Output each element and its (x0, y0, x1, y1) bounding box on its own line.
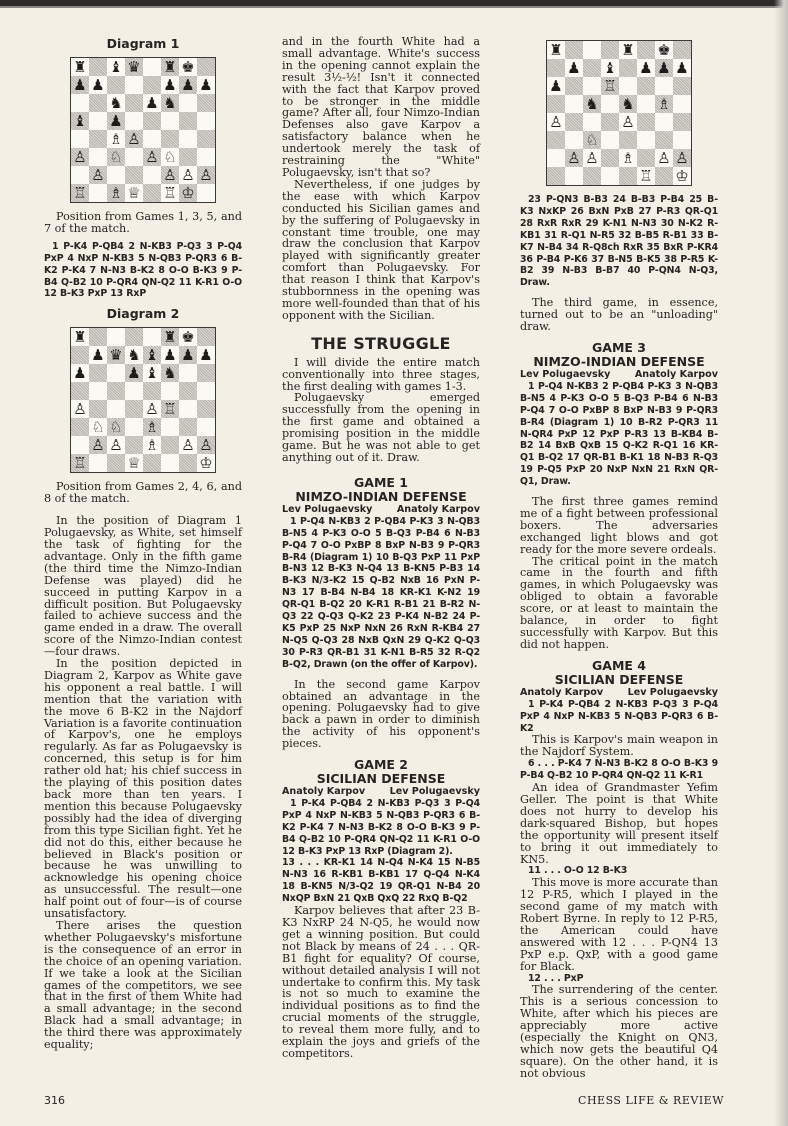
black-rook-icon: ♜ (73, 328, 87, 347)
light-square (197, 418, 215, 436)
black-pawn-icon: ♟ (179, 346, 197, 364)
black-bishop-icon: ♝ (71, 112, 89, 130)
light-square (547, 149, 565, 167)
black-rook-icon: ♜ (621, 41, 635, 59)
black-pawn-icon: ♟ (145, 94, 159, 112)
white-rook-icon: ♖ (601, 77, 619, 95)
light-square (125, 76, 143, 94)
dark-square (161, 130, 179, 148)
diagram-1-caption: Position from Games 1, 3, 5, and 7 of the match. (44, 210, 242, 235)
white-knight-icon: ♘ (91, 418, 105, 437)
black-player: Anatoly Karpov (396, 503, 480, 515)
light-square (619, 77, 637, 95)
white-pawn-icon: ♙ (161, 166, 179, 184)
white-knight-icon: ♘ (107, 148, 125, 166)
chess-diagram-2 (70, 327, 216, 473)
body-paragraph: Karpov believes that after 23 B-K3 NxRP 24 N-Q5, he would now get a winning position. But could not Black by means of 24 . . . QR-B1 fight for equality? Of course, without detailed analysis I will not undertake to confirm this. My task is not so much to examine the individual positions as to find the crucial moments of the struggle, to reveal them more fully, and to explain the joys and griefs of the competitors. (282, 904, 480, 1060)
white-knight-icon: ♘ (107, 418, 125, 436)
light-square (565, 131, 583, 149)
dark-square (619, 59, 637, 77)
diagram-2-title: Diagram 2 (106, 306, 180, 322)
body-paragraph: The critical point in the match came in the fourth and fifth games, in which Polugaevsky was obliged to obtain a favorable score, or at least to maintain the balance, in order to fight successfully with Karpov. But this did not happen. (520, 554, 718, 651)
diagram-1-moves: 1 P-K4 P-QB4 2 N-KB3 P-Q3 3 P-Q4 PxP 4 NxP N-KB3 5 N-QB3 P-QR3 6 B-K2 P-K4 7 N-N3 B-K2 8 O-O B-K3 9 P-B4 Q-B2 10 P-QR4 QN-Q2 11 K-R1 O-O 12 B-K3 PxP 13 RxP (44, 240, 242, 300)
black-king-icon: ♚ (181, 58, 195, 76)
black-pawn-icon: ♟ (125, 364, 143, 382)
white-player: Anatoly Karpov (520, 686, 604, 698)
page-top-edge-shadow (0, 6, 788, 8)
light-square (179, 130, 197, 148)
light-square (107, 328, 125, 346)
game-2-moves: 1 P-K4 P-QB4 2 N-KB3 P-Q3 3 P-Q4 PxP 4 NxP N-KB3 5 N-QB3 P-QR3 6 B-K2 P-K4 7 N-N3 B-K2 8 O-O B-K3 9 P-B4 Q-B2 10 P-QR4 QN-Q2 11 K-R1 O-O 12 B-K3 PxP 13 RxP (Diagram 2). (282, 797, 480, 857)
white-pawn-icon: ♙ (585, 149, 599, 167)
black-queen-icon: ♛ (107, 346, 125, 364)
black-player: Lev Polugaevsky (389, 786, 480, 798)
black-rook-icon: ♜ (161, 328, 179, 346)
dark-square (71, 382, 89, 400)
light-square (71, 130, 89, 148)
dark-square (89, 364, 107, 382)
white-bishop-icon: ♗ (145, 436, 159, 455)
game-2-players (282, 786, 480, 798)
black-knight-icon: ♞ (161, 94, 179, 112)
white-pawn-icon: ♙ (621, 113, 635, 131)
body-paragraph: In the position depicted in Diagram 2, Karpov as White gave his opponent a real battle. I will mention that the variation with the move 6 B-K2 in the Najdorf Variation is a favorite continuation of Karpov's, one he employs regularly. As far as Polugaevsky is concerned, this setup is for him rather old hat; his chief success in the playing of this position dates back more than ten years. I mention this because Polugaevsky possibly had the idea of diverging from this type Sicilian fight. Yet he did not do this, either because he believed in Black's position or because he was unwilling to acknowledge his opening choice as unsuccessful. The result—one half point out of four—is of course unsatisfactory. (44, 657, 242, 921)
white-pawn-icon: ♙ (181, 436, 195, 455)
dark-square (637, 41, 655, 59)
white-pawn-icon: ♙ (145, 400, 159, 419)
black-bishop-icon: ♝ (145, 364, 159, 383)
body-paragraph: The first three games remind me of a fight between professional boxers. The adversaries exchanged light blows and got ready for the more severe ordeals. (520, 495, 718, 556)
dark-square (547, 167, 565, 185)
diagram-3-moves: 23 P-QN3 B-B3 24 B-B3 P-B4 25 B-K3 NxKP 26 BxN PxB 27 P-R3 QR-Q1 28 RxR RxR 29 K-N1 N-N3 30 N-K2 R-KB1 31 R-Q1 N-R5 32 B-B5 R-B1 33 B-K7 N-B4 34 R-Q8ch RxR 35 BxR P-KR4 36 P-B4 P-K6 37 B-N5 B-K5 38 P-R5 K-B2 39 N-B3 B-B7 40 P-QN4 N-Q3, Draw. (520, 194, 718, 289)
dark-square (107, 76, 125, 94)
dark-square (673, 41, 691, 59)
light-square (125, 382, 143, 400)
light-square (107, 400, 125, 418)
light-square (637, 95, 655, 113)
light-square (565, 95, 583, 113)
game-1-opening: NIMZO-INDIAN DEFENSE (295, 488, 467, 504)
white-pawn-icon: ♙ (197, 166, 215, 184)
light-square (197, 148, 215, 166)
black-pawn-icon: ♟ (639, 59, 653, 77)
dark-square (197, 58, 215, 76)
light-square (143, 328, 161, 346)
dark-square (71, 346, 89, 364)
game-4-moves-continued: 12 . . . PxP (528, 972, 584, 984)
chess-diagram-1 (70, 57, 216, 203)
dark-square (143, 454, 161, 472)
body-paragraph: In the position of Diagram 1 Polugaevsky, as White, set himself the task of fighting for the advantage. Only in the fifth game (the third time the Nimzo-Indian Defense was played) did he succeed in putting Karpov in a difficult position. But Polugaevsky failed to achieve success and the game ended in a draw. The overall score of the Nimzo-Indian contest—four draws. (44, 514, 242, 659)
black-pawn-icon: ♟ (567, 59, 581, 77)
dark-square (547, 59, 565, 77)
white-pawn-icon: ♙ (549, 113, 563, 131)
white-bishop-icon: ♗ (107, 184, 125, 202)
white-player: Lev Polugaevsky (520, 368, 611, 380)
column-2 (282, 36, 480, 1060)
dark-square (143, 76, 161, 94)
game-2-moves-continued: 13 . . . KR-K1 14 N-Q4 N-K4 15 N-B5 N-N3 16 R-KB1 B-KB1 17 Q-Q4 N-K4 18 B-KN5 N/3-Q2 19 QR-Q1 N-B4 20 NxQP BxN 21 QxB QxQ 22 RxQ B-Q2 (282, 857, 480, 905)
light-square (161, 112, 179, 130)
light-square (565, 167, 583, 185)
game-2-opening: SICILIAN DEFENSE (316, 771, 446, 787)
black-pawn-icon: ♟ (71, 76, 89, 94)
dark-square (197, 364, 215, 382)
light-square (89, 454, 107, 472)
light-square (125, 418, 143, 436)
light-square (89, 184, 107, 202)
black-pawn-icon: ♟ (91, 76, 105, 94)
dark-square (107, 454, 125, 472)
dark-square (125, 436, 143, 454)
dark-square (601, 149, 619, 167)
light-square (637, 131, 655, 149)
light-square (601, 131, 619, 149)
light-square (179, 94, 197, 112)
white-knight-icon: ♘ (583, 131, 601, 149)
game-4-moves-continued: 6 . . . P-K4 7 N-N3 B-K2 8 O-O B-K3 9 P-B4 Q-B2 10 P-QR4 QN-Q2 11 K-R1 (520, 758, 718, 782)
body-paragraph: I will divide the entire match conventionally into three stages, the first dealing with games 1-3. (282, 355, 480, 393)
dark-square (583, 59, 601, 77)
light-square (601, 167, 619, 185)
dark-square (125, 94, 143, 112)
black-king-icon: ♚ (657, 41, 671, 59)
dark-square (89, 58, 107, 76)
light-square (71, 436, 89, 454)
black-pawn-icon: ♟ (675, 59, 689, 77)
dark-square (107, 382, 125, 400)
light-square (143, 130, 161, 148)
light-square (583, 77, 601, 95)
black-pawn-icon: ♟ (91, 346, 105, 365)
annotation: This move is more accurate than 12 P-R5, which I played in the second game of my match with Robert Byrne. In reply to 12 P-R5, the American could have answered with 12 . . . P-QN4 13 PxP e.p. QxP, with a good game for Black. (520, 876, 718, 973)
column-1 (44, 36, 242, 1051)
light-square (673, 95, 691, 113)
light-square (197, 184, 215, 202)
black-pawn-icon: ♟ (199, 76, 213, 94)
white-queen-icon: ♕ (127, 454, 141, 473)
dark-square (673, 113, 691, 131)
annotation: This is Karpov's main weapon in the Najdorf System. (520, 733, 718, 759)
black-rook-icon: ♜ (161, 58, 179, 76)
game-4-moves-continued: 11 . . . O-O 12 B-K3 (528, 865, 628, 877)
light-square (179, 400, 197, 418)
dark-square (197, 130, 215, 148)
dark-square (655, 131, 673, 149)
light-square (107, 166, 125, 184)
dark-square (179, 148, 197, 166)
publication-footer: CHESS LIFE & REVIEW (578, 1093, 724, 1107)
white-pawn-icon: ♙ (181, 166, 195, 184)
dark-square (565, 113, 583, 131)
dark-square (179, 112, 197, 130)
dark-square (655, 167, 673, 185)
white-pawn-icon: ♙ (71, 148, 89, 166)
light-square (107, 364, 125, 382)
dark-square (673, 77, 691, 95)
light-square (583, 41, 601, 59)
page-number: 316 (44, 1093, 65, 1107)
black-rook-icon: ♜ (549, 41, 563, 59)
white-pawn-icon: ♙ (73, 400, 87, 419)
annotation: The surrendering of the center. This is a serious concession to White, after which his pieces are appreciably more active (especially the Knight on QN3, which now gets the beautiful Q4 square). On the other hand, it is not obvious (520, 983, 718, 1080)
body-paragraph: There arises the question whether Polugaevsky's misfortune is the consequence of an error in the choice of an opening variation. If we take a look at the Sicilian games of the competitors, we see that in the first of them White had a small advantage; in the second Black had a small advantage; in the third there was approximately equality; (44, 918, 242, 1052)
black-player: Lev Polugaevsky (627, 686, 718, 698)
dark-square (601, 41, 619, 59)
white-bishop-icon: ♗ (143, 418, 161, 436)
white-player: Anatoly Karpov (282, 786, 366, 798)
game-1-players (282, 504, 480, 516)
light-square (89, 382, 107, 400)
body-paragraph: In the second game Karpov obtained an advantage in the opening. Polugaevsky had to give back a pawn in order to diminish the activity of his opponent's pieces. (282, 677, 480, 751)
page-footer-row (0, 1080, 788, 1126)
white-rook-icon: ♖ (71, 454, 89, 472)
light-square (601, 95, 619, 113)
black-king-icon: ♚ (181, 328, 195, 347)
black-pawn-icon: ♟ (199, 346, 213, 365)
white-pawn-icon: ♙ (197, 436, 215, 454)
dark-square (143, 184, 161, 202)
game-3-number: GAME 3 (592, 339, 646, 355)
light-square (673, 131, 691, 149)
white-rook-icon: ♖ (163, 184, 177, 202)
white-pawn-icon: ♙ (657, 149, 671, 167)
dark-square (637, 149, 655, 167)
game-3-moves: 1 P-Q4 N-KB3 2 P-QB4 P-K3 3 N-QB3 B-N5 4 P-K3 O-O 5 B-Q3 P-B4 6 N-B3 P-Q4 7 O-O PxBP 8 BxP N-B3 9 P-QR3 B-R4 (Diagram 1) 10 B-R2 P-QR3 11 N-QR4 PxP 12 PxP P-R3 13 B-KB4 B-B2 14 BxB QxB 15 Q-K2 R-Q1 16 KR-Q1 B-Q2 17 QR-B1 B-K1 18 N-B3 R-Q3 19 P-Q5 PxP 20 NxP NxN 21 RxN QR-Q1, Draw. (520, 380, 718, 488)
black-bishop-icon: ♝ (603, 59, 617, 77)
light-square (71, 166, 89, 184)
white-player: Lev Polugaevsky (282, 503, 373, 515)
black-player: Anatoly Karpov (634, 368, 718, 380)
game-3-players (520, 369, 718, 381)
black-rook-icon: ♜ (73, 58, 87, 76)
light-square (125, 112, 143, 130)
white-bishop-icon: ♗ (621, 149, 635, 167)
light-square (583, 113, 601, 131)
dark-square (71, 418, 89, 436)
black-queen-icon: ♛ (125, 58, 143, 76)
game-4-number: GAME 4 (592, 657, 646, 673)
dark-square (619, 131, 637, 149)
black-knight-icon: ♞ (619, 95, 637, 113)
dark-square (89, 328, 107, 346)
diagram-2-caption: Position from Games 2, 4, 6, and 8 of the match. (44, 480, 242, 506)
white-bishop-icon: ♗ (109, 130, 123, 148)
black-pawn-icon: ♟ (107, 112, 125, 130)
light-square (179, 364, 197, 382)
body-paragraph: Nevertheless, if one judges by the ease with which Karpov conducted his Sicilian games and by the suffering of Polugaevsky in constant time trouble, one may draw the conclusion that Karpov played with significantly greater comfort than Polugaevsky. For that reason I think that Karpov's stubbornness in the opening was more well-founded than that of his opponent with the Sicilian. (282, 177, 480, 322)
dark-square (125, 166, 143, 184)
diagram-1-title: Diagram 1 (106, 36, 180, 51)
white-knight-icon: ♘ (163, 148, 177, 166)
light-square (655, 113, 673, 131)
dark-square (565, 41, 583, 59)
black-knight-icon: ♞ (161, 364, 179, 382)
chess-diagram-3 (546, 40, 692, 186)
white-bishop-icon: ♗ (655, 95, 673, 113)
white-king-icon: ♔ (675, 167, 689, 185)
black-pawn-icon: ♟ (163, 346, 177, 365)
light-square (89, 148, 107, 166)
annotation: An idea of Grandmaster Yefim Geller. The point is that White does not hurry to develop his dark-squared Bishop, but hopes the opportunity will present itself to bring it out immediately to KN5. (520, 781, 718, 866)
white-king-icon: ♔ (199, 454, 213, 473)
light-square (161, 454, 179, 472)
white-king-icon: ♔ (179, 184, 197, 202)
white-pawn-icon: ♙ (89, 166, 107, 184)
black-pawn-icon: ♟ (73, 364, 87, 383)
black-knight-icon: ♞ (583, 95, 601, 113)
white-rook-icon: ♖ (161, 400, 179, 418)
game-1-moves: 1 P-Q4 N-KB3 2 P-QB4 P-K3 3 N-QB3 B-N5 4 P-K3 O-O 5 B-Q3 P-B4 6 N-B3 P-Q4 7 O-O PxBP 8 BxP N-B3 9 P-QR3 B-R4 (Diagram 1) 10 B-Q3 PxP 11 PxP B-N3 12 B-K3 N-Q4 13 B-KN5 P-B3 14 B-K3 N/3-K2 15 Q-B2 NxB 16 PxN P-N3 17 B-B4 N-B4 18 KR-K1 K-N2 19 QR-Q1 B-Q2 20 K-R1 R-B1 21 B-R2 N-Q3 22 Q-Q3 Q-K2 23 P-K4 N-B2 24 P-K5 PxP 25 NxP NxN 26 RxN R-KB4 27 N-Q5 Q-Q3 28 NxB QxN 29 Q-K2 Q-Q3 30 P-R3 QR-B1 31 K-N1 B-R5 32 R-Q2 B-Q2, Drawn (on the offer of Karpov). (282, 515, 480, 670)
light-square (197, 112, 215, 130)
game-4-opening: SICILIAN DEFENSE (554, 671, 684, 687)
light-square (161, 382, 179, 400)
game-4-moves: 1 P-K4 P-QB4 2 N-KB3 P-Q3 3 P-Q4 PxP 4 NxP N-KB3 5 N-QB3 P-QR3 6 B-K2 (520, 698, 718, 734)
column-3 (520, 36, 718, 1080)
white-rook-icon: ♖ (639, 167, 653, 185)
dark-square (637, 113, 655, 131)
dark-square (161, 436, 179, 454)
white-queen-icon: ♕ (127, 184, 141, 202)
body-paragraph: The third game, in essence, turned out to be an "unloading" draw. (520, 296, 718, 334)
light-square (655, 77, 673, 95)
dark-square (179, 418, 197, 436)
white-pawn-icon: ♙ (673, 149, 691, 167)
black-bishop-icon: ♝ (109, 58, 123, 76)
game-1-number: GAME 1 (354, 474, 408, 490)
light-square (143, 166, 161, 184)
dark-square (179, 454, 197, 472)
dark-square (197, 400, 215, 418)
light-square (197, 382, 215, 400)
black-pawn-icon: ♟ (179, 76, 197, 94)
light-square (71, 94, 89, 112)
dark-square (197, 328, 215, 346)
white-rook-icon: ♖ (71, 184, 89, 202)
dark-square (89, 94, 107, 112)
dark-square (637, 77, 655, 95)
light-square (161, 418, 179, 436)
black-pawn-icon: ♟ (163, 76, 177, 94)
dark-square (619, 167, 637, 185)
white-pawn-icon: ♙ (143, 148, 161, 166)
black-pawn-icon: ♟ (549, 77, 563, 95)
game-3-opening: NIMZO-INDIAN DEFENSE (533, 353, 705, 369)
dark-square (125, 400, 143, 418)
black-knight-icon: ♞ (127, 346, 141, 365)
dark-square (143, 112, 161, 130)
white-pawn-icon: ♙ (109, 436, 123, 455)
dark-square (143, 382, 161, 400)
section-heading: THE STRUGGLE (311, 333, 451, 353)
body-paragraph: Polugaevsky emerged successfully from the opening in the first game and obtained a promising position in the middle game. But he was not able to get anything out of it. Draw. (282, 391, 480, 464)
white-pawn-icon: ♙ (125, 130, 143, 148)
dark-square (547, 95, 565, 113)
light-square (143, 58, 161, 76)
game-4-players (520, 687, 718, 699)
dark-square (125, 328, 143, 346)
game-2-number: GAME 2 (354, 757, 408, 773)
white-pawn-icon: ♙ (565, 149, 583, 167)
dark-square (601, 113, 619, 131)
dark-square (89, 130, 107, 148)
black-bishop-icon: ♝ (143, 346, 161, 364)
dark-square (565, 77, 583, 95)
white-pawn-icon: ♙ (89, 436, 107, 454)
dark-square (197, 94, 215, 112)
dark-square (547, 131, 565, 149)
light-square (89, 112, 107, 130)
body-paragraph: and in the fourth White had a small advantage. White's success in the opening cannot explain the result 3½-½! Isn't it connected with the fact that Karpov proved to be stronger in the middle game? After all, four Nimzo-Indian Defenses also gave Karpov a satisfactory balance when he undertook merely the task of restraining the "White" Polugaevsky, isn't that so? (282, 35, 480, 179)
light-square (125, 148, 143, 166)
black-pawn-icon: ♟ (655, 59, 673, 77)
dark-square (179, 382, 197, 400)
black-knight-icon: ♞ (109, 94, 123, 112)
dark-square (583, 167, 601, 185)
dark-square (89, 400, 107, 418)
